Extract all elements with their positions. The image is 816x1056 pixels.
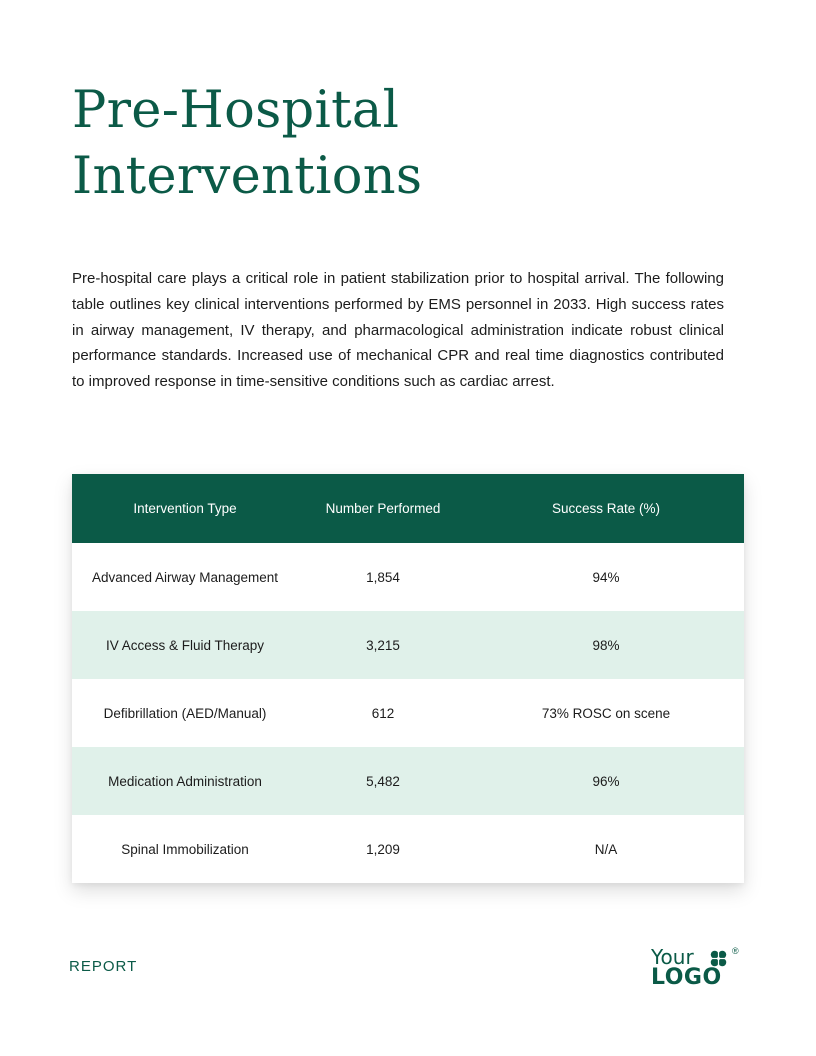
title-line-1: Pre-Hospital <box>72 81 400 140</box>
cell-success-rate: 98% <box>592 637 620 653</box>
cell-intervention-type: Defibrillation (AED/Manual) <box>103 705 267 721</box>
logo-text-bottom: LOGO <box>651 965 722 990</box>
table-row <box>72 679 744 747</box>
cell-intervention-type: Medication Administration <box>108 773 262 789</box>
table-row <box>72 815 744 883</box>
interventions-table-card <box>72 474 744 883</box>
header-success-rate: Success Rate (%) <box>551 501 661 516</box>
table-row <box>72 611 744 679</box>
interventions-table <box>72 474 744 883</box>
cell-success-rate: N/A <box>594 841 618 857</box>
header-number-performed: Number Performed <box>325 501 441 516</box>
page-title <box>72 78 672 210</box>
header-intervention-type: Intervention Type <box>133 501 237 516</box>
cell-success-rate: 73% ROSC on scene <box>541 705 671 721</box>
intro-paragraph: Pre-hospital care plays a critical role in patient stabilization prior to hospital arrival. The following table outlines key clinical interventions performed by EMS personnel in 2033. High success rates in airway management, IV therapy, and pharmacological administration indicate robust clinical performance standards. Increased use of mechanical CPR and real time diagnostics contributed to improved response in time-sensitive conditions such as cardiac arrest. <box>72 270 724 391</box>
cell-intervention-type: Spinal Immobilization <box>121 841 249 857</box>
cell-success-rate: 94% <box>592 569 620 585</box>
table-row <box>72 747 744 815</box>
registered-mark: ® <box>732 946 739 956</box>
table-header-row <box>72 474 744 543</box>
cell-intervention-type: Advanced Airway Management <box>91 569 279 585</box>
cell-intervention-type: IV Access & Fluid Therapy <box>105 637 265 653</box>
cell-number-performed: 5,482 <box>366 773 400 789</box>
cell-number-performed: 612 <box>371 705 395 721</box>
cell-number-performed: 1,854 <box>366 569 400 585</box>
logo-text-top: Your <box>651 945 694 969</box>
title-line-2: Interventions <box>72 147 423 206</box>
footer-report-label: REPORT <box>69 958 138 975</box>
cell-number-performed: 1,209 <box>366 841 400 857</box>
company-logo <box>651 946 746 992</box>
table-row <box>72 543 744 611</box>
cell-number-performed: 3,215 <box>366 637 400 653</box>
cell-success-rate: 96% <box>592 773 620 789</box>
